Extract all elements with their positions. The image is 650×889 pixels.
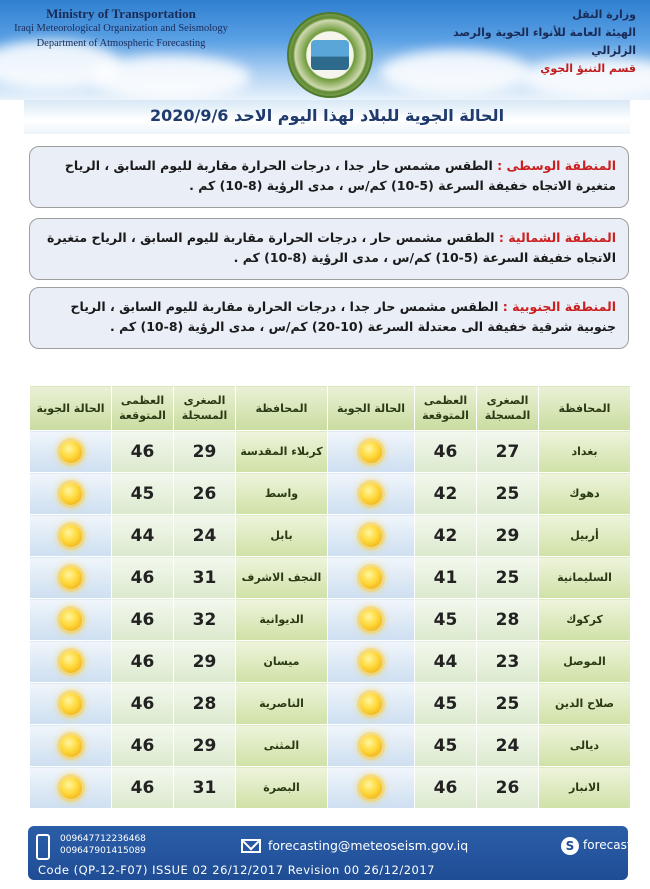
header-max: العظمى المتوقعة <box>415 386 477 431</box>
ministry-english: Ministry of Transportation <box>46 6 196 21</box>
sun-icon <box>60 567 82 589</box>
region-name: المنطقة الشمالية : <box>498 230 616 245</box>
max-temp-cell: 46 <box>415 767 477 809</box>
region-text: الطقس مشمس حار ، درجات الحرارة مقاربة لليوم السابق ، الرياح متغيرة الاتجاه خفيفة السرعة (5-10) كم/س ، مدى الرؤية (8-10) كم . <box>47 230 616 265</box>
phone-number: 009647712236468 <box>60 834 146 844</box>
weather-cell <box>30 683 112 725</box>
min-temp-cell: 31 <box>174 767 236 809</box>
page-title: الحالة الجوية للبلاد لهذا اليوم الاحد 2020/9/6 <box>149 106 505 125</box>
title-bar <box>24 100 630 134</box>
region-text: الطقس مشمس حار جدا ، درجات الحرارة مقاربة لليوم السابق ، الرياح متغيرة الاتجاه خفيفة السرعة (5-10) كم/س ، مدى الرؤية (8-10) كم . <box>64 158 616 193</box>
region-central <box>29 146 629 208</box>
min-temp-cell: 24 <box>174 515 236 557</box>
sun-icon <box>360 651 382 673</box>
sun-icon <box>60 441 82 463</box>
page-footer <box>28 826 650 880</box>
weather-cell <box>30 725 112 767</box>
department-arabic: قسم التنبؤ الجوي <box>540 62 636 75</box>
sun-icon <box>60 735 82 757</box>
max-temp-cell: 44 <box>112 515 174 557</box>
sun-icon <box>60 525 82 547</box>
header-english <box>6 6 236 51</box>
min-temp-cell: 32 <box>174 599 236 641</box>
sun-icon <box>360 735 382 757</box>
header-max: العظمى المتوقعة <box>112 386 174 431</box>
min-temp-cell: 27 <box>477 431 539 473</box>
sun-icon <box>360 441 382 463</box>
governorate-cell: واسط <box>236 473 328 515</box>
min-temp-cell: 29 <box>174 725 236 767</box>
table-row <box>30 767 631 809</box>
table-row <box>30 641 631 683</box>
region-south <box>29 287 629 349</box>
header-weather: الحالة الجوية <box>30 386 112 431</box>
weather-cell <box>328 767 415 809</box>
sun-icon <box>360 693 382 715</box>
max-temp-cell: 41 <box>415 557 477 599</box>
weather-cell <box>30 557 112 599</box>
min-temp-cell: 28 <box>174 683 236 725</box>
header-min: الصغرى المسجلة <box>477 386 539 431</box>
max-temp-cell: 46 <box>112 557 174 599</box>
sun-icon <box>360 777 382 799</box>
governorate-cell: الديوانية <box>236 599 328 641</box>
document-code: Code (QP-12-F07) ISSUE 02 26/12/2017 Revision 00 26/12/2017 <box>38 863 435 877</box>
table-row <box>30 473 631 515</box>
sun-icon <box>360 609 382 631</box>
weather-cell <box>328 683 415 725</box>
governorate-cell: بابل <box>236 515 328 557</box>
weather-cell <box>328 473 415 515</box>
min-temp-cell: 29 <box>477 515 539 557</box>
max-temp-cell: 46 <box>112 725 174 767</box>
region-north <box>29 218 629 280</box>
weather-cell <box>328 599 415 641</box>
max-temp-cell: 44 <box>415 641 477 683</box>
weather-cell <box>30 431 112 473</box>
temperature-table <box>29 385 631 809</box>
table-row <box>30 557 631 599</box>
min-temp-cell: 31 <box>174 557 236 599</box>
weather-cell <box>30 641 112 683</box>
email-icon <box>241 839 261 853</box>
weather-cell <box>30 767 112 809</box>
weather-cell <box>328 725 415 767</box>
governorate-cell: كربلاء المقدسة <box>236 431 328 473</box>
governorate-cell: دهوك <box>539 473 631 515</box>
email-address: forecasting@meteoseism.gov.iq <box>268 838 469 853</box>
governorate-cell: الموصل <box>539 641 631 683</box>
min-temp-cell: 25 <box>477 557 539 599</box>
table-header-row <box>30 386 631 431</box>
sun-icon <box>60 483 82 505</box>
sun-icon <box>360 483 382 505</box>
skype-handle: forecasting <box>583 838 650 852</box>
governorate-cell: البصرة <box>236 767 328 809</box>
sun-icon <box>360 525 382 547</box>
governorate-cell: السليمانية <box>539 557 631 599</box>
weather-cell <box>30 599 112 641</box>
min-temp-cell: 23 <box>477 641 539 683</box>
organization-english: Iraqi Meteorological Organization and Seismology <box>14 23 228 34</box>
max-temp-cell: 46 <box>112 599 174 641</box>
min-temp-cell: 29 <box>174 641 236 683</box>
weather-cell <box>328 431 415 473</box>
sun-icon <box>60 651 82 673</box>
region-name: المنطقة الجنوبية : <box>502 299 616 314</box>
table-row <box>30 515 631 557</box>
governorate-cell: النجف الاشرف <box>236 557 328 599</box>
phone-numbers <box>60 833 146 857</box>
weather-cell <box>30 473 112 515</box>
max-temp-cell: 42 <box>415 473 477 515</box>
sun-icon <box>60 609 82 631</box>
sun-icon <box>60 777 82 799</box>
max-temp-cell: 46 <box>112 683 174 725</box>
max-temp-cell: 45 <box>415 683 477 725</box>
min-temp-cell: 26 <box>477 767 539 809</box>
skype-icon: S <box>561 837 579 855</box>
table-row <box>30 683 631 725</box>
min-temp-cell: 29 <box>174 431 236 473</box>
max-temp-cell: 46 <box>112 641 174 683</box>
weather-cell <box>328 557 415 599</box>
organization-logo <box>287 12 373 98</box>
phone-icon <box>36 834 50 860</box>
phone-number: 009647901415089 <box>60 846 146 856</box>
governorate-cell: ديالى <box>539 725 631 767</box>
max-temp-cell: 46 <box>415 431 477 473</box>
table-row <box>30 599 631 641</box>
table-row <box>30 431 631 473</box>
governorate-cell: صلاح الدين <box>539 683 631 725</box>
max-temp-cell: 42 <box>415 515 477 557</box>
weather-cell <box>30 515 112 557</box>
max-temp-cell: 45 <box>415 599 477 641</box>
min-temp-cell: 28 <box>477 599 539 641</box>
max-temp-cell: 45 <box>112 473 174 515</box>
table-row <box>30 725 631 767</box>
page-header <box>0 0 650 100</box>
organization-arabic: الهيئة العامة للأنواء الجوية والرصد الزلزالي <box>453 26 636 57</box>
max-temp-cell: 46 <box>112 431 174 473</box>
governorate-cell: كركوك <box>539 599 631 641</box>
header-gov: المحافظة <box>539 386 631 431</box>
weather-cell <box>328 515 415 557</box>
max-temp-cell: 46 <box>112 767 174 809</box>
min-temp-cell: 25 <box>477 473 539 515</box>
governorate-cell: أربيل <box>539 515 631 557</box>
department-english: Department of Atmospheric Forecasting <box>36 38 206 49</box>
governorate-cell: ميسان <box>236 641 328 683</box>
header-weather: الحالة الجوية <box>328 386 415 431</box>
region-text: الطقس مشمس حار جدا ، درجات الحرارة مقاربة لليوم السابق ، الرياح جنوبية شرقية خفيفة الى معتدلة السرعة (10-20) كم/س ، مدى الرؤية (8-10) كم . <box>70 299 616 334</box>
header-arabic <box>436 6 636 78</box>
sun-icon <box>60 693 82 715</box>
header-gov: المحافظة <box>236 386 328 431</box>
governorate-cell: الانبار <box>539 767 631 809</box>
governorate-cell: بغداد <box>539 431 631 473</box>
region-name: المنطقة الوسطى : <box>497 158 616 173</box>
governorate-cell: الناصرية <box>236 683 328 725</box>
weather-cell <box>328 641 415 683</box>
min-temp-cell: 25 <box>477 683 539 725</box>
sun-icon <box>360 567 382 589</box>
governorate-cell: المثنى <box>236 725 328 767</box>
max-temp-cell: 45 <box>415 725 477 767</box>
min-temp-cell: 26 <box>174 473 236 515</box>
min-temp-cell: 24 <box>477 725 539 767</box>
ministry-arabic: وزارة النقل <box>572 8 636 21</box>
header-min: الصغرى المسجلة <box>174 386 236 431</box>
